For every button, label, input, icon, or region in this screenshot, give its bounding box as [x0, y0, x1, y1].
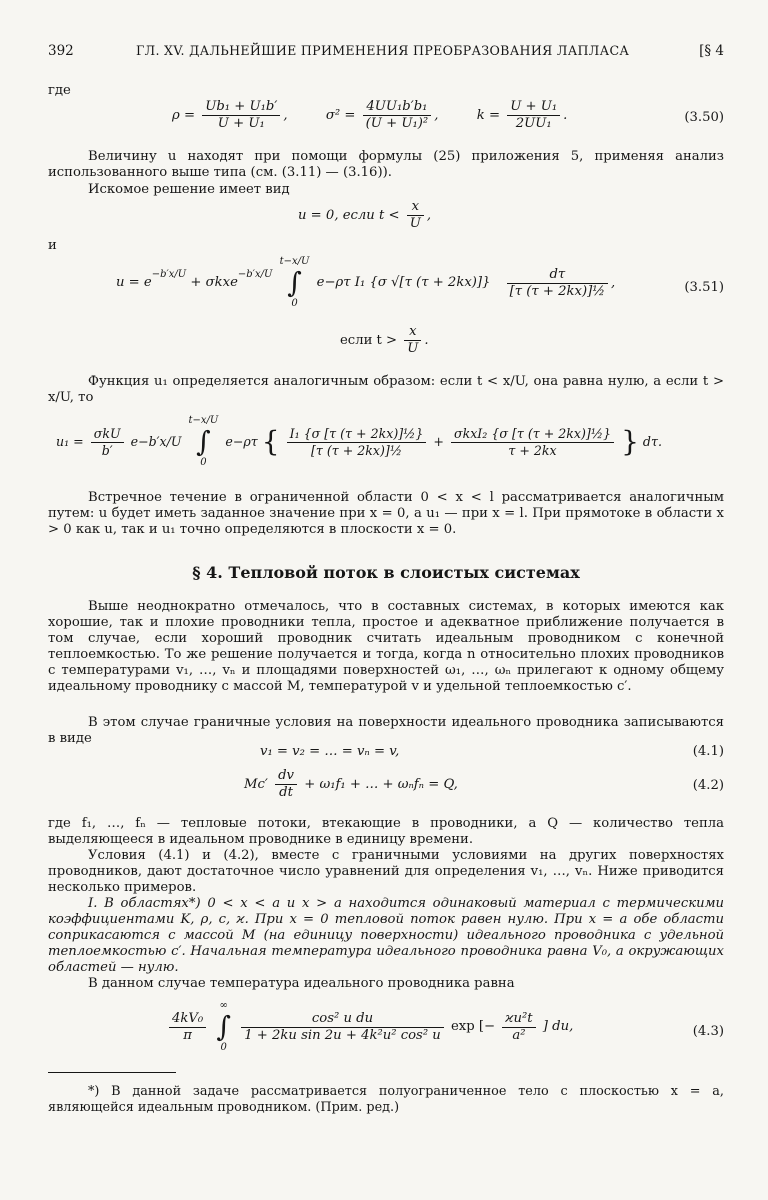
- equation-3-51-body: $u = e^{-b'x/U} + \sigma kxe^{-b'x/U}$ t−x/U ∫ 0 e−ρτ I₁ {σ √[τ (τ + 2kx)]} $\frac{d\tau}{\text{[τ (τ + 2kx)]½}}$ ,: [116, 256, 616, 309]
- rho-lhs: ρ =: [172, 108, 195, 123]
- eq351-upper-limit: t−x/U: [279, 256, 310, 267]
- condition-t-greater-lhs: если t >: [340, 333, 398, 348]
- eq43-coefficient: [169, 1011, 206, 1044]
- section-reference: [§ 4: [699, 43, 724, 59]
- integral-sign-icon: ∫: [287, 266, 302, 299]
- eq43-fraction: [241, 1011, 444, 1044]
- left-brace-icon: {: [261, 425, 280, 458]
- paragraph-example-one: I. В областях*) 0 < x < a и x > a находится одинаковый материал с термическими коэффициентами K, ρ, c, ϰ. При x = 0 тепловой поток равен нулю. При x = a обе области соприкасаются с массой M (на единицу поверхности) идеального проводника с удельной теплоемкостью c′. Начальная температура идеального проводника равна V₀, а окружающих областей — нулю.: [48, 896, 724, 975]
- equation-4-3: [48, 1000, 724, 1064]
- condition-t-greater: если t > $\frac{x}{U}$ .: [340, 324, 429, 356]
- equation-3-50: [48, 99, 724, 139]
- paragraph-function-u1: Функция u₁ определяется аналогичным образом: если t < x/U, она равна нулю, а если t > x/U, то: [48, 374, 724, 405]
- eq351-lower-limit: 0: [291, 298, 298, 309]
- paragraph-solution-form: Искомое решение имеет вид: [88, 182, 290, 197]
- paragraph-heat-flows: где f₁, …, fₙ — тепловые потоки, втекающие в проводники, а Q — количество тепла выделяющееся в идеальном проводнике в единицу времени.: [48, 816, 724, 847]
- eq42-derivative: [275, 768, 297, 801]
- page-number: 392: [48, 43, 74, 59]
- eq43-exp-numerator: ϰu²t: [502, 1011, 535, 1028]
- eq43-numerator: cos² u du: [241, 1011, 444, 1028]
- cond2-denominator: U: [407, 341, 419, 356]
- rho-fraction: [202, 99, 280, 132]
- rho-numerator: Ub₁ + U₁b′: [202, 99, 280, 116]
- u1-fraction-1: [287, 426, 427, 459]
- k-denominator: 2UU₁: [515, 116, 552, 131]
- equation-3-51: [48, 256, 724, 320]
- sigma-fraction: [363, 99, 432, 132]
- u1-f2-denominator: τ + 2kx: [508, 442, 557, 458]
- u1-lower-limit: 0: [200, 457, 207, 468]
- rho-denominator: U + U₁: [217, 116, 265, 131]
- eq351-lhs: u = e: [116, 275, 152, 290]
- eq351-exponent-2: −b′x/U: [237, 269, 273, 280]
- footnote: *) В данной задаче рассматривается полуограниченное тело с плоскостью x = a, являющейся идеальным проводником. (Прим. ред.): [48, 1084, 724, 1115]
- eq43-upper-limit: ∞: [219, 1000, 228, 1011]
- equation-u1: [48, 415, 724, 479]
- u1-coef-numerator: σkU: [91, 426, 124, 443]
- u1-f1-numerator: I₁ {σ [τ (τ + 2kx)]½}: [287, 426, 427, 443]
- equation-4-1-body: v₁ = v₂ = … = vₙ = v,: [260, 744, 400, 759]
- equation-number-3-51: (3.51): [684, 280, 724, 295]
- eq351-integrand: e−ρτ I₁ {σ √[τ (τ + 2kx)]}: [316, 275, 491, 290]
- equation-3-50-body: ρ = $\frac{\text{Ub₁ + U₁b′}}{\text{U + U₁}}$ , σ² = $\frac{\text{4UU₁b′b₁}}{\text{(U + U₁)²}}$ , k = $\frac{\text{U + U₁}}{\text{2UU₁}}$ .: [172, 99, 568, 131]
- cond2-numerator: x: [404, 324, 421, 341]
- section-title: § 4. Тепловой поток в слоистых системах: [192, 563, 580, 582]
- u1-f2-numerator: σkxI₂ {σ [τ (τ + 2kx)]½}: [451, 426, 614, 443]
- equation-number-4-3: (4.3): [692, 1024, 724, 1039]
- u1-end: dτ.: [642, 434, 662, 449]
- integral-sign-icon: ∫: [196, 425, 211, 458]
- word-and: и: [48, 238, 57, 253]
- running-header: [48, 43, 724, 63]
- condition-t-greater-fraction: [404, 324, 421, 357]
- equation-4-2: [48, 768, 724, 804]
- equation-4-3-body: [166, 1000, 573, 1054]
- eq351-frac-numerator: dτ: [507, 267, 608, 284]
- equation-4-1: [48, 744, 724, 762]
- eq351-fraction: [507, 267, 608, 300]
- running-title: ГЛ. XV. ДАЛЬНЕЙШИЕ ПРИМЕНЕНИЯ ПРЕОБРАЗОВАНИЯ ЛАПЛАСА: [136, 43, 630, 58]
- eq43-exp-fraction: [502, 1011, 535, 1044]
- eq351-integral: [280, 256, 310, 310]
- u1-integral: [189, 415, 219, 469]
- integral-sign-icon: ∫: [216, 1010, 231, 1043]
- equation-u1-body: [56, 415, 662, 469]
- k-fraction: [507, 99, 560, 132]
- u1-f1-denominator: [τ (τ + 2kx)]½: [310, 442, 403, 458]
- eq43-exp-rhs: ] du,: [542, 1019, 574, 1034]
- paragraph-counterflow: Встречное течение в ограниченной области 0 < x < l рассматривается аналогичным путем: u будет иметь заданное значение при x = 0, а u₁ — при x = l. При прямотоке в области x > 0 как u, так и u₁ точно определяются в плоскости x = 0.: [48, 490, 724, 537]
- sigma-numerator: 4UU₁b′b₁: [363, 99, 432, 116]
- eq42-lhs: Mc′: [244, 777, 268, 792]
- sigma-denominator: (U + U₁)²: [365, 116, 429, 131]
- u1-exponential: e−b′x/U: [130, 434, 182, 449]
- eq42-rhs: + ω₁f₁ + … + ωₙfₙ = Q,: [304, 777, 458, 792]
- u1-coef-denominator: b′: [101, 442, 113, 458]
- paragraph-ideal-conductor-temperature: В данном случае температура идеального проводника равна: [88, 976, 515, 991]
- paragraph-boundary-conditions: В этом случае граничные условия на поверхности идеального проводника записываются в виде: [48, 715, 724, 746]
- paragraph-layered-systems: Выше неоднократно отмечалось, что в составных системах, в которых имеются как хорошие, так и плохие проводники тепла, простое и адекватное приближение получается в том случае, если хороший проводник считать идеальным проводником с конечной теплоемкостью. То же решение получается и тогда, когда n относительно плохих проводников с температурами v₁, …, vₙ и площадями поверхностей ω₁, …, ωₙ прилегают к одному общему идеальному проводнику с массой M, температурой v и удельной теплоемкостью c′.: [48, 599, 724, 694]
- eq42-denominator: dt: [279, 785, 293, 800]
- eq43-coef-denominator: π: [183, 1027, 192, 1043]
- equation-number-3-50: (3.50): [684, 110, 724, 125]
- eq42-numerator: dv: [275, 768, 297, 785]
- eq43-denominator: 1 + 2ku sin 2u + 4k²u² cos² u: [244, 1027, 441, 1043]
- footnote-rule: [48, 1072, 176, 1073]
- eq351-exponent-1: −b′x/U: [151, 269, 187, 280]
- cond1-numerator: x: [407, 199, 424, 216]
- paragraph-value-u: Величину u находят при помощи формулы (25) приложения 5, применяя анализ использованного выше типа (см. (3.11) — (3.16)).: [48, 149, 724, 180]
- cond1-denominator: U: [409, 216, 421, 231]
- eq43-exp-denominator: a²: [512, 1027, 526, 1043]
- eq351-mid: + σkxe: [186, 275, 238, 290]
- condition-u-zero-lhs: u = 0, если t <: [298, 208, 400, 223]
- u1-plus: +: [433, 434, 444, 449]
- condition-u-zero-fraction: [407, 199, 424, 232]
- u1-lhs: u₁ =: [56, 434, 84, 449]
- u1-upper-limit: t−x/U: [188, 415, 219, 426]
- k-numerator: U + U₁: [507, 99, 560, 116]
- k-lhs: k =: [476, 108, 501, 123]
- condition-u-zero: u = 0, если t < $\frac{x}{U}$ ,: [298, 199, 432, 231]
- right-brace-icon: }: [621, 425, 639, 458]
- u1-coefficient: [91, 426, 124, 459]
- paragraph-conditions: Условия (4.1) и (4.2), вместе с граничными условиями на других поверхностях проводников, дают достаточное число уравнений для определения v₁, …, vₙ. Ниже приводится несколько примеров.: [48, 848, 724, 895]
- u1-e-rho: e−ρτ: [225, 434, 258, 449]
- eq43-lower-limit: 0: [220, 1042, 227, 1053]
- equation-number-4-2: (4.2): [692, 778, 724, 793]
- u1-fraction-2: [451, 426, 614, 459]
- eq43-exp-lhs: exp [−: [451, 1019, 496, 1034]
- eq43-coef-numerator: 4kV₀: [169, 1011, 206, 1028]
- equation-number-4-1: (4.1): [692, 744, 724, 759]
- eq43-integral: [216, 1000, 231, 1054]
- equation-4-2-body: [244, 768, 458, 801]
- sigma-lhs: σ² =: [325, 108, 356, 123]
- eq351-frac-denominator: [τ (τ + 2kx)]½: [509, 283, 606, 299]
- word-gde: где: [48, 83, 71, 98]
